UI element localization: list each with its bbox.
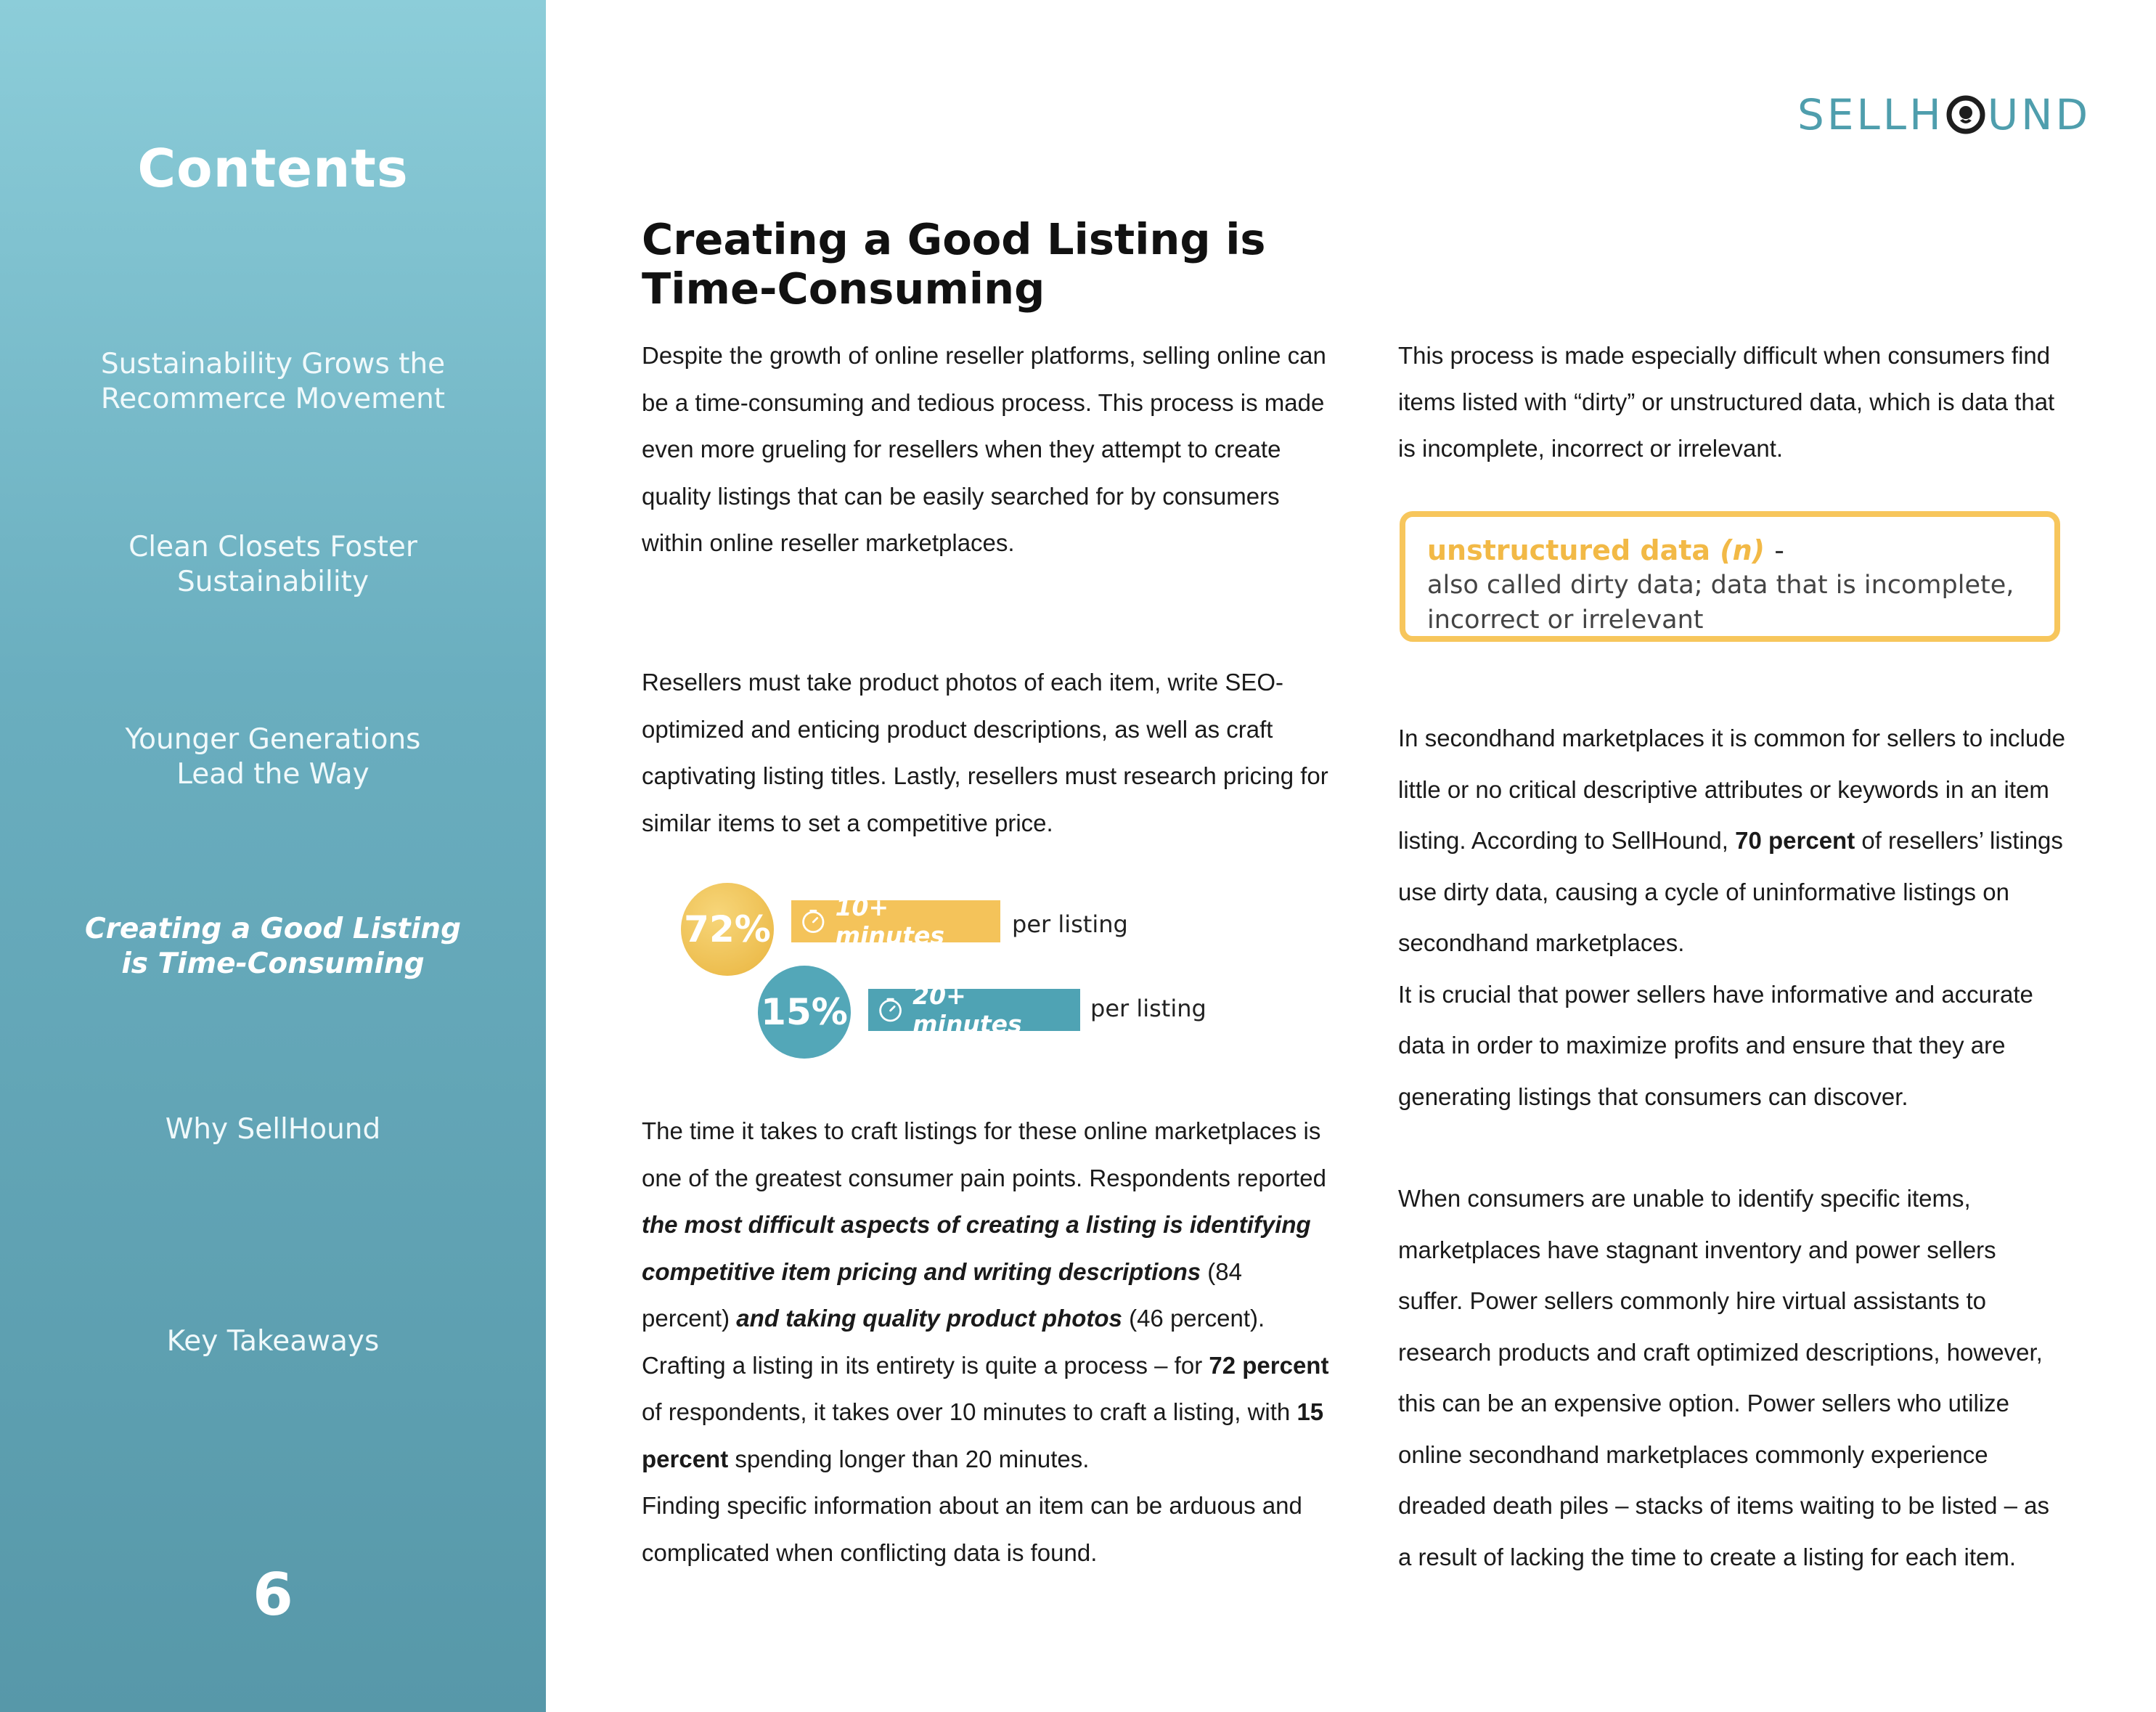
page-title-line: Creating a Good Listing is xyxy=(642,214,1266,264)
text-span: of respondents, it takes over 10 minutes to craft a listing, with xyxy=(642,1398,1297,1425)
part-of-speech: (n) xyxy=(1720,534,1765,566)
toc-item-line: Key Takeaways xyxy=(166,1325,380,1358)
toc-item-line: is Time-Consuming xyxy=(121,947,425,980)
emphasis-text: the most difficult aspects of creating a listing is identifying competitive item pricing and writing descriptions xyxy=(642,1211,1311,1285)
bold-text: 72 percent xyxy=(1209,1351,1329,1379)
dirty-data-paragraph: This process is made especially difficult when consumers find items listed with “dirty” or unstructured data, which is data that is incomplete, incorrect or irrelevant. xyxy=(1398,342,2055,462)
toc-item-line: Lead the Way xyxy=(176,758,369,791)
timer-icon xyxy=(800,907,827,936)
text-span: spending longer than 20 minutes. xyxy=(728,1445,1090,1472)
stat-label: 20+ minutes xyxy=(912,982,1022,1038)
toc-item-line: Creating a Good Listing xyxy=(84,913,461,945)
definition-term xyxy=(1427,533,2033,568)
stat-suffix: per listing xyxy=(1090,995,1206,1022)
stat-15-circle: 15% xyxy=(758,966,851,1059)
timer-icon xyxy=(877,995,904,1024)
resellers-paragraph: Resellers must take product photos of each item, write SEO-optimized and enticing product descriptions, as well as craft captivating listing titles. Lastly, resellers must research pricing for similar items to set a competitive price. xyxy=(642,669,1328,836)
stat-72-circle: 72% xyxy=(681,883,774,976)
toc-item-sustainability[interactable] xyxy=(44,347,502,417)
stat-10-minutes-tag xyxy=(791,893,1000,950)
hound-logo-icon xyxy=(1945,94,1986,135)
death-piles-paragraph: When consumers are unable to identify specific items, marketplaces have stagnant inventory and power sellers suffer. Power sellers commonly hire virtual assistants to research products and craft optimized descriptions, however, this can be an expensive option. Power sellers who utilize online secondhand marketplaces commonly experience dreaded death piles – stacks of items waiting to be listed – as a result of lacking the time to create a listing for each item. xyxy=(1398,1185,2050,1570)
stat-suffix: per listing xyxy=(1012,910,1128,938)
page-number: 6 xyxy=(253,1561,293,1629)
text-span: In secondhand marketplaces it is common for sellers to include little or no critical descriptive attributes or keywords in an item listing. According to SellHound, xyxy=(1398,725,2065,854)
text-span: (84 percent) xyxy=(642,1257,1242,1332)
toc-item-line: Sustainability xyxy=(176,566,369,598)
term-text: unstructured data xyxy=(1427,534,1711,566)
toc-item-line: Recommerce Movement xyxy=(100,383,446,415)
intro-paragraph: Despite the growth of online reseller platforms, selling online can be a time-consuming and tedious process. This process is made even more grueling for resellers when they attempt to create quality listings that can be easily searched for by consumers within online reseller marketplaces. xyxy=(642,342,1326,556)
logo-text-end: UND xyxy=(1987,90,2091,139)
term-dash: - xyxy=(1774,534,1785,566)
secondhand-paragraph xyxy=(1398,713,2066,1122)
toc-item-why-sellhound[interactable] xyxy=(44,1112,502,1147)
stat-20-minutes-tag xyxy=(868,982,1080,1038)
sellhound-logo xyxy=(1797,86,2091,144)
contents-title: Contents xyxy=(137,138,409,199)
toc-item-key-takeaways[interactable] xyxy=(44,1324,502,1359)
emphasis-text: and taking quality product photos xyxy=(736,1305,1122,1332)
text-span: of resellers’ listings use dirty data, causing a cycle of uninformative listings on secondhand marketplaces. xyxy=(1398,827,2063,956)
toc-item-line: Sustainability Grows the xyxy=(100,348,446,380)
toc-item-younger-generations[interactable] xyxy=(44,722,502,792)
toc-item-line: Why SellHound xyxy=(165,1113,381,1146)
text-span: (46 percent). Crafting a listing in its entirety is quite a process – for xyxy=(642,1305,1265,1379)
text-span: It is crucial that power sellers have informative and accurate data in order to maximize profits and ensure that they are generating listings that consumers can discover. xyxy=(1398,980,2033,1110)
text-span: The time it takes to craft listings for these online marketplaces is one of the greatest consumer pain points. Respondents reported xyxy=(642,1117,1326,1191)
page-title-line: Time-Consuming xyxy=(642,264,1045,314)
text-span: Finding specific information about an item can be arduous and complicated when conflicting data is found. xyxy=(642,1492,1302,1566)
toc-item-line: Younger Generations xyxy=(125,723,421,756)
toc-item-line: Clean Closets Foster xyxy=(128,531,417,563)
definition-box xyxy=(1400,511,2060,642)
pain-points-paragraph xyxy=(642,1108,1331,1576)
contents-sidebar xyxy=(0,0,546,1712)
toc-item-creating-listing[interactable] xyxy=(44,912,502,982)
toc-item-clean-closets[interactable] xyxy=(44,530,502,600)
stat-label: 10+ minutes xyxy=(835,893,945,950)
page-title xyxy=(642,215,1295,314)
definition-text: also called dirty data; data that is incomplete, incorrect or irrelevant xyxy=(1427,571,2014,635)
bold-text: 70 percent xyxy=(1735,827,1855,854)
logo-text-start: SELLH xyxy=(1797,90,1944,139)
bold-text: 15 percent xyxy=(642,1398,1324,1472)
